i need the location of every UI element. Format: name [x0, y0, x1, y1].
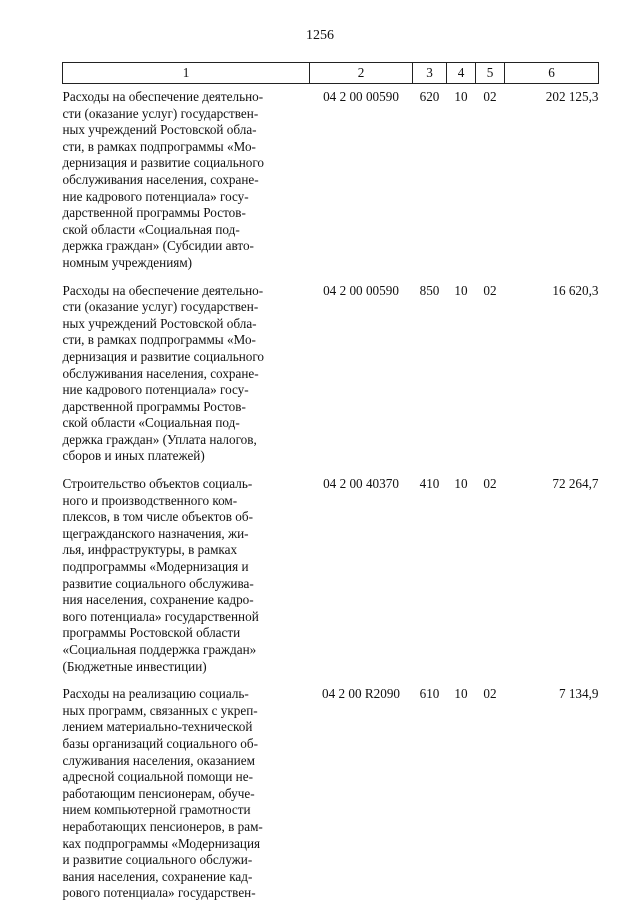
description-line: щегражданского назначения, жи- [62, 525, 249, 541]
budget-table [62, 62, 599, 913]
description-line: держка граждан» (Уплата налогов, [62, 431, 257, 447]
description-line: вого потенциала» государственной [62, 608, 259, 624]
description-line: базы организаций социального об- [62, 735, 258, 751]
description-line: дернизация и развитие социального [62, 155, 265, 171]
header-cell-6: 6 [505, 63, 599, 84]
row-amount: 16 620,3 [552, 282, 599, 298]
description-line: сти, в рамках подпрограммы «Мо- [62, 332, 256, 348]
row-col5: 02 [483, 282, 497, 298]
description-line: лья, инфраструктуры, в рамках [62, 542, 238, 558]
row-col3: 610 [419, 686, 440, 702]
description-line: сти, в рамках подпрограммы «Мо- [62, 138, 256, 154]
description-line: ках подпрограммы «Модернизация [62, 835, 261, 851]
description-line: сти (оказание услуг) государствен- [62, 299, 259, 315]
description-line: программы Ростовской области [62, 625, 241, 641]
description-line: и развитие социального обслужи- [62, 852, 253, 868]
header-cell-4: 4 [447, 63, 476, 84]
description-line: ных учреждений Ростовской обла- [62, 315, 257, 331]
table-row [63, 84, 599, 283]
row-amount: 72 264,7 [552, 476, 599, 492]
row-code: 04 2 00 40370 [323, 476, 399, 492]
row-code: 04 2 00 00590 [323, 89, 399, 104]
description-line: вания населения, сохранение кад- [62, 868, 253, 884]
row-col4: 10 [454, 282, 468, 298]
description-line: лением материально-технической [62, 719, 253, 735]
row-col4: 10 [454, 686, 468, 702]
row-col4: 10 [454, 89, 468, 104]
description-line: нием компьютерной грамотности [62, 802, 251, 818]
table-row [63, 686, 599, 913]
row-description [63, 476, 310, 686]
table-row [63, 476, 599, 686]
header-cell-1: 1 [63, 63, 310, 84]
description-line: (Бюджетные инвестиции) [62, 658, 207, 674]
description-line: ние кадрового потенциала» госу- [62, 188, 249, 204]
description-line: Строительство объектов социаль- [62, 476, 253, 492]
description-line: номным учреждениям) [62, 254, 193, 270]
row-col3: 620 [419, 89, 440, 104]
header-cell-5: 5 [476, 63, 505, 84]
description-line: ных учреждений Ростовской обла- [62, 122, 257, 138]
header-row [63, 63, 599, 84]
row-code: 04 2 00 00590 [323, 282, 399, 298]
description-line: ской области «Социальная под- [62, 415, 240, 431]
row-col5: 02 [483, 89, 497, 104]
row-col5: 02 [483, 686, 497, 702]
row-description [63, 686, 310, 913]
description-line: развитие социального обслужива- [62, 575, 254, 591]
description-line: ного и производственного ком- [62, 492, 238, 508]
description-line: Расходы на реализацию социаль- [62, 686, 249, 702]
description-line: ской области «Социальная под- [62, 221, 240, 237]
table-row [63, 283, 599, 477]
description-line: неработающих пенсионеров, в рам- [62, 818, 263, 834]
description-line: ных программ, связанных с укреп- [62, 702, 258, 718]
row-col4: 10 [454, 476, 468, 492]
row-code: 04 2 00 R2090 [321, 686, 401, 702]
row-col3: 850 [419, 282, 440, 298]
header-cell-2: 2 [310, 63, 413, 84]
description-line: дарственной программы Ростов- [62, 205, 246, 221]
description-line: подпрограммы «Модернизация и [62, 559, 249, 575]
description-line: дарственной программы Ростов- [62, 398, 246, 414]
description-line: сборов и иных платежей) [62, 448, 205, 464]
row-amount: 7 134,9 [558, 686, 599, 702]
header-cell-3: 3 [413, 63, 447, 84]
description-line: рового потенциала» государствен- [62, 885, 256, 901]
description-line: Расходы на обеспечение деятельно- [62, 282, 264, 298]
description-line: работающим пенсионерам, обуче- [62, 785, 255, 801]
row-description [63, 84, 310, 283]
description-line: держка граждан» (Субсидии авто- [62, 238, 254, 254]
description-line: Расходы на обеспечение деятельно- [62, 89, 264, 104]
row-col3: 410 [419, 476, 440, 492]
row-col5: 02 [483, 476, 497, 492]
page-number: 1256 [306, 28, 334, 43]
description-line: адресной социальной помощи не- [62, 769, 253, 785]
description-line: обслуживания населения, сохране- [62, 365, 259, 381]
description-line: служивания населения, оказанием [62, 752, 255, 768]
row-amount: 202 125,3 [545, 89, 599, 104]
description-line: ние кадрового потенциала» госу- [62, 382, 249, 398]
description-line: сти (оказание услуг) государствен- [62, 105, 259, 121]
description-line: дернизация и развитие социального [62, 348, 265, 364]
description-line: плексов, в том числе объектов об- [62, 509, 253, 525]
row-description [63, 283, 310, 477]
description-line: ния населения, сохранение кадро- [62, 592, 254, 608]
description-line: «Социальная поддержка граждан» [62, 642, 257, 657]
description-line: обслуживания населения, сохране- [62, 171, 259, 187]
